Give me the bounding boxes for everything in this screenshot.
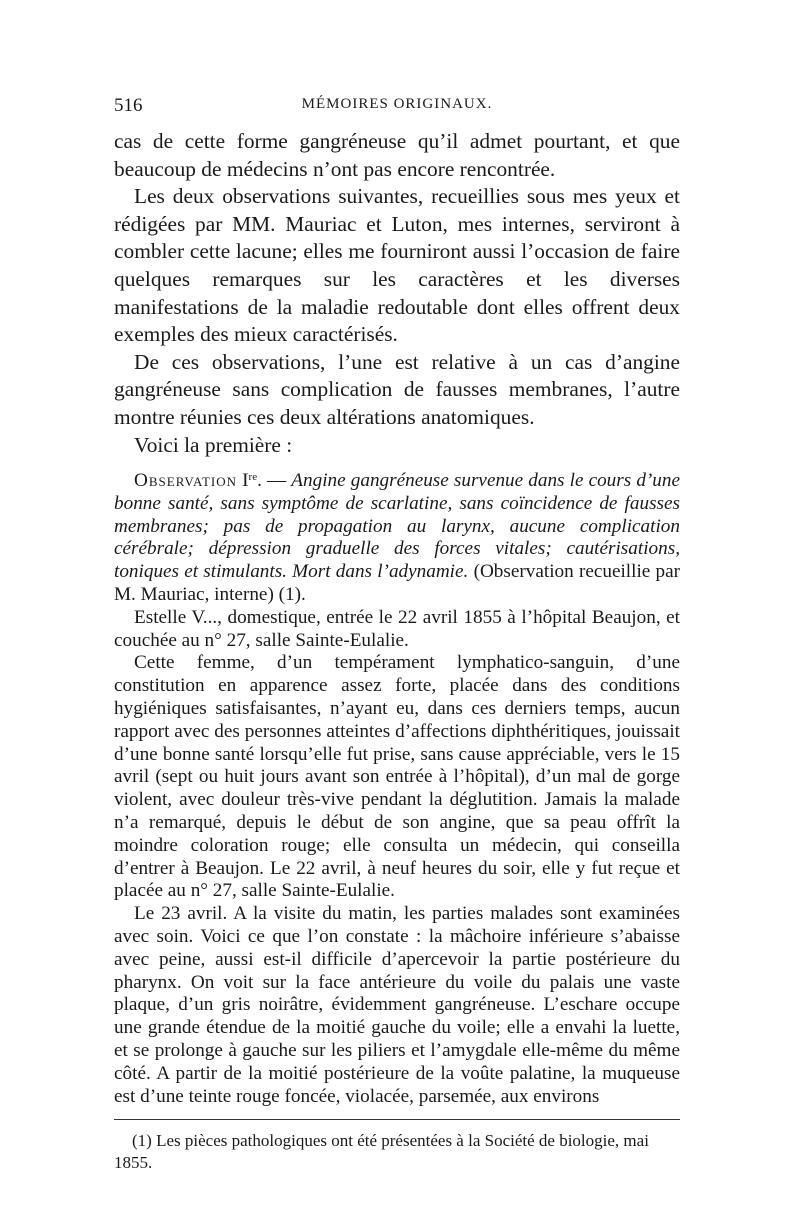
paragraph-continued: cas de cette forme gangréneuse qu’il admet pourtant, et que beaucoup de médecins n’ont pas encore rencontrée. <box>114 129 680 181</box>
observation-dash: . — <box>257 470 287 491</box>
observation-paragraph: Cette femme, d’un tempérament lymphatico-sanguin, d’une constitution en apparence assez forte, placée dans des conditions hygiéniques satisfaisantes, n’ayant eu, dans ces derniers temps, aucun rapport avec des personnes atteintes d’affections diphthéritiques, jouissait d’une bonne santé lorsqu’elle fut prise, sans cause appréciable, vers le 15 avril (sept ou huit jours avant son entrée à l’hôpital), d’un mal de gorge violent, avec douleur très-vive pendant la déglutition. Jamais la malade n’a remarqué, depuis le début de son angine, que sa peau offrît la moindre coloration rouge; elle consulta un médecin, qui conseilla d’entrer à Beaujon. Le 22 avril, à neuf heures du soir, elle y fut reçue et placée au n° 27, salle Sainte-Eulalie. <box>114 652 680 902</box>
footnote <box>114 1130 680 1174</box>
observation-paragraph: Estelle V..., domestique, entrée le 22 avril 1855 à l’hôpital Beaujon, et couchée au n° 27, salle Sainte-Eulalie. <box>114 606 680 651</box>
observation-ordinal: I <box>242 470 249 491</box>
footnote-divider <box>114 1119 680 1120</box>
observation-heading <box>114 470 680 607</box>
running-title: MÉMOIRES ORIGINAUX. <box>301 96 493 112</box>
observation-source: (Observation recueillie par M. Mauriac, interne) (1). <box>114 561 681 605</box>
observation-label: Observation <box>134 470 238 491</box>
observation-title: Angine gangréneuse survenue dans le cours d’une bonne santé, sans symptôme de scarlatine, sans coïncidence de fausses membranes; pas de propagation au larynx, aucune complication cérébrale; dépression graduelle des forces vitales; cautérisations, toniques et stimulants. Mort dans l’adynamie. <box>114 470 681 583</box>
paragraph: De ces observations, l’une est relative à un cas d’angine gangréneuse sans complication de fausses membranes, l’autre montre réunies ces deux altérations anatomiques. <box>114 349 680 429</box>
footnote-number: (1) <box>132 1131 152 1150</box>
main-text <box>114 128 680 459</box>
observation-paragraph: Le 23 avril. A la visite du matin, les parties malades sont examinées avec soin. Voici ce que l’on constate : la mâchoire inférieure s’abaisse avec peine, aussi est-il difficile d’apercevoir la partie postérieure du pharynx. On voit sur la face antérieure du voile du palais une vaste plaque, d’un gris noirâtre, évidemment gangréneuse. L’eschare occupe une grande étendue de la moitié gauche du voile; elle a envahi la luette, et se prolonge à gauche sur les piliers et l’amygdale elle-même du même côté. A partir de la moitié postérieure de la voûte palatine, la muqueuse est d’une teinte rouge foncée, violacée, parsemée, aux environs <box>114 903 680 1107</box>
observation-section <box>114 470 680 1108</box>
page-header <box>114 95 680 121</box>
footnote-text: Les pièces pathologiques ont été présentées à la Société de biologie, mai 1855. <box>114 1131 649 1172</box>
paragraph: Voici la première : <box>134 432 293 457</box>
page-number: 516 <box>114 95 143 116</box>
paragraph: Les deux observations suivantes, recueillies sous mes yeux et rédigées par MM. Mauriac et Luton, mes internes, serviront à combler cette lacune; elles me fourniront aussi l’occasion de faire quelques remarques sur les caractères et les diverses manifestations de la maladie redoutable dont elles offrent deux exemples des mieux caractérisés. <box>114 184 680 347</box>
observation-ordinal-sup: re <box>248 471 258 483</box>
